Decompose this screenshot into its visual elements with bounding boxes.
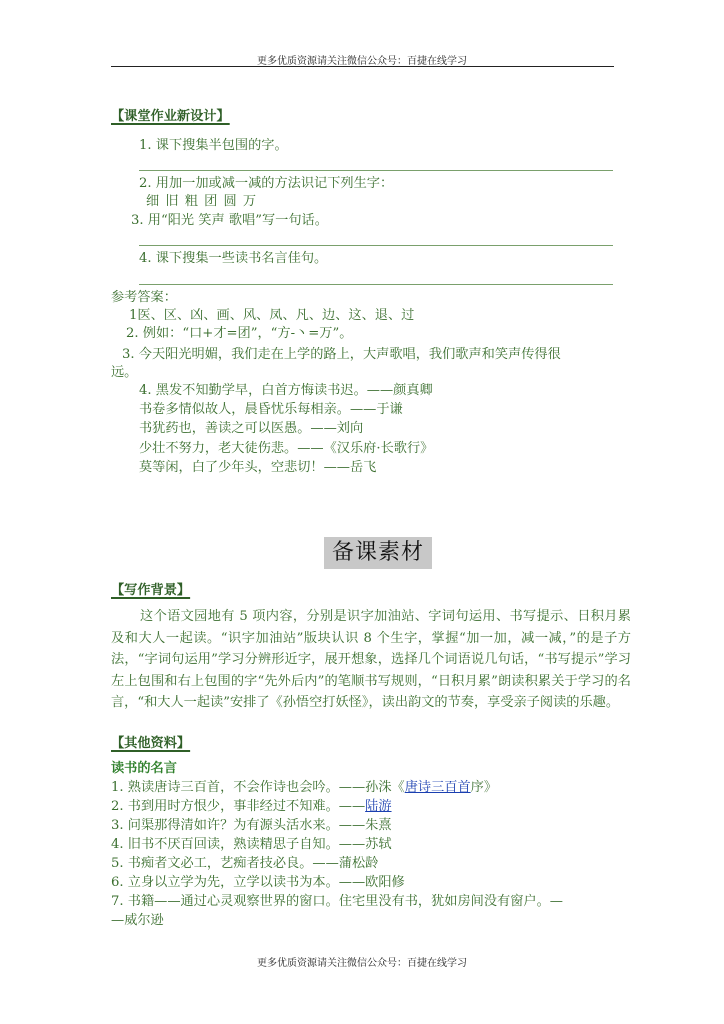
homework-question-4: 4. 课下搜集一些读书名言佳句。 [139,251,328,266]
answers-label: 参考答案： [111,290,177,305]
answer-4-quote-1: 4. 黑发不知勤学早，白首方悔读书迟。——颜真卿 [139,383,433,398]
quote-2-text: 2. 书到用时方恨少，事非经过不知难。—— [111,799,366,814]
answer-1: 1医、区、凶、画、风、凤、凡、边、这、退、过 [129,308,415,323]
answer-4-quote-5: 莫等闲，白了少年头，空悲切！——岳飞 [139,460,377,475]
quote-1-link[interactable]: 唐诗三百首 [404,780,471,795]
homework-question-1: 1. 课下搜集半包围的字。 [139,138,288,153]
quote-5: 5. 书痴者文必工，艺痴者技必良。——蒲松龄 [111,856,379,871]
quote-3: 3. 问渠那得清如许？为有源头活水来。——朱熹 [111,818,392,833]
answer-line-4 [139,284,613,285]
writing-background-text: 这个语文园地有 5 项内容，分别是识字加油站、字词句运用、书写提示、日积月累及和大人一起读。“识字加油站”版块认识 8 个生字，掌握“加一加，减一减，”的是子方法，“字词句运用”学习分辨形近字，展开想象，选择几个词语说几句话，“书写提示”学习左上包围和右上包围的字“先外后内”的笔顺书写规则，“日积月累”朗读积累关于学习的名言，“和大人一起读”安排了《孙悟空打妖怪》，读出韵文的节奏，享受亲子阅读的乐趣。 [111,609,631,710]
quote-1-text: 1. 熟读唐诗三百首，不会作诗也会吟。——孙洙《 [111,780,405,795]
quote-6: 6. 立身以立学为先，立学以读书为本。——欧阳修 [111,875,405,890]
answer-line-1 [139,170,613,171]
homework-question-2-chars: 细 旧 粗 团 圆 万 [146,194,257,209]
page-header: 更多优质资源请关注微信公众号：百捷在线学习 [257,56,467,67]
homework-question-3: 3. 用“阳光 笑声 歌唱”写一句话。 [131,213,328,228]
writing-background-heading: 【写作背景】 [111,583,191,598]
quote-2-link[interactable]: 陆游 [365,799,392,814]
answer-2: 2. 例如：“口+才=团”，“方-丶=万”。 [126,326,353,341]
answer-3-line-1: 3. 今天阳光明媚，我们走在上学的路上，大声歌唱，我们歌声和笑声传得很 [122,347,561,362]
quote-7-line-2: —威尔逊 [111,913,164,928]
quote-4: 4. 旧书不厌百回读，熟读精思子自知。——苏轼 [111,837,392,852]
answer-3-line-2: 远。 [111,365,138,380]
quotes-title: 读书的名言 [111,761,177,776]
material-title: 备课素材 [324,537,432,569]
header-divider [111,66,614,67]
answer-4-quote-3: 书犹药也，善读之可以医愚。——刘向 [139,421,364,436]
homework-heading: 【课堂作业新设计】 [111,109,230,124]
quote-2 [111,798,392,816]
page-footer: 更多优质资源请关注微信公众号：百捷在线学习 [257,958,467,969]
answer-4-quote-4: 少壮不努力，老大徒伤悲。——《汉乐府·长歌行》 [139,441,434,456]
quote-1 [111,779,497,797]
homework-question-2: 2. 用加一加或减一减的方法识记下列生字： [139,176,394,191]
answer-line-3 [139,245,613,246]
quote-1-suffix: 序》 [470,780,498,795]
quote-7-line-1: 7. 书籍——通过心灵观察世界的窗口。住宅里没有书，犹如房间没有窗户。— [111,894,563,909]
other-materials-heading: 【其他资料】 [111,736,191,751]
answer-4-quote-2: 书卷多情似故人，晨昏忧乐每相亲。——于谦 [139,402,403,417]
